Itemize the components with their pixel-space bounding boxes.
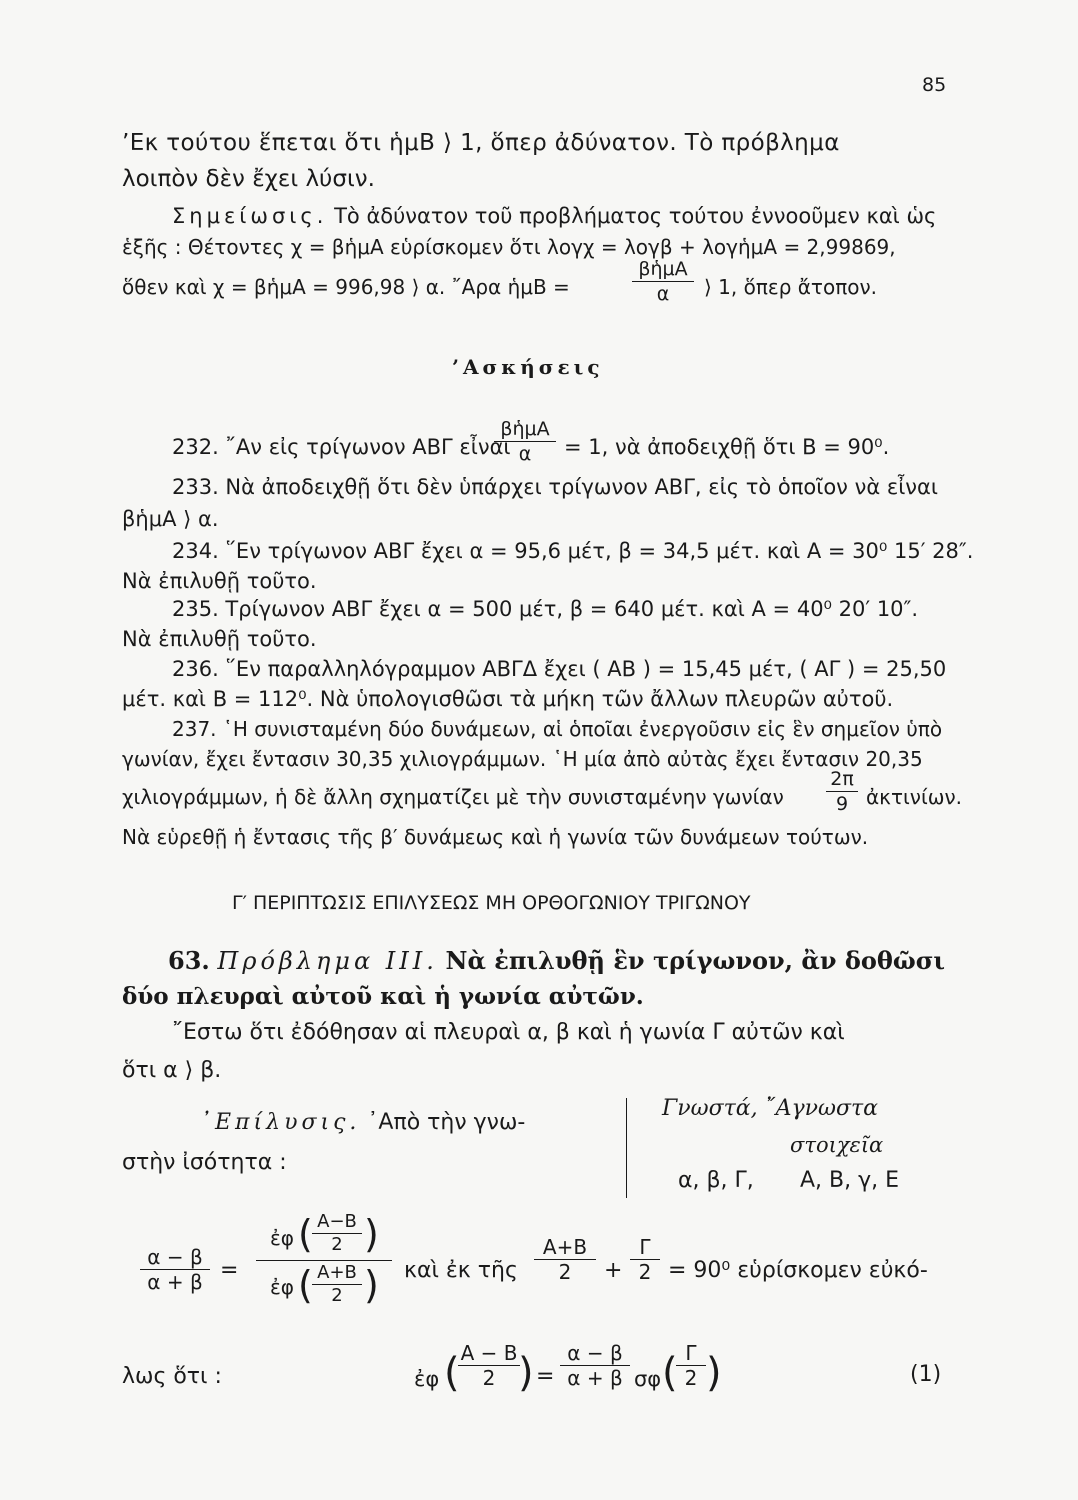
paragraph-line: ἑξῆς : Θέτοντες χ = βἡμΑ εὑρίσκομεν ὅτι λογχ = λογβ + λογἡμΑ = 2,99869, <box>122 235 896 259</box>
fraction <box>560 1342 630 1389</box>
note-paragraph <box>172 203 936 229</box>
exercise-234: 234. ῞Εν τρίγωνον ΑΒΓ ἔχει α = 95,6 μέτ, β = 34,5 μέτ. καὶ Α = 30⁰ 15′ 28″. <box>172 539 974 563</box>
exercise-232-end: = 1, νὰ ἀποδειχθῇ ὅτι Β = 90⁰. <box>564 435 890 459</box>
known-elements: α, β, Γ, <box>678 1168 754 1193</box>
tangent-label: ἐφ <box>270 1226 295 1250</box>
exercises-heading: ’Ασκήσεις <box>452 355 604 379</box>
paragraph-line: ῎Εστω ὅτι ἐδόθησαν αἱ πλευραὶ α, β καὶ ἡ γωνία Γ αὐτῶν καὶ <box>172 1020 845 1045</box>
equation-prefix: λως ὅτι : <box>122 1364 222 1389</box>
fraction <box>494 418 556 465</box>
paragraph-line: λοιπὸν δὲν ἔχει λύσιν. <box>122 166 375 192</box>
table-header: στοιχεῖα <box>790 1133 884 1157</box>
fraction-numerator: α − β <box>567 1341 623 1365</box>
equals-sign: = <box>536 1364 555 1389</box>
exercise-237-cont: ἀκτινίων. <box>866 785 962 809</box>
fraction-numerator: 2π <box>830 768 854 790</box>
compound-fraction <box>256 1212 392 1309</box>
problem-label: Πρόβλημα ΙΙΙ. <box>217 947 438 975</box>
fraction <box>312 1212 362 1255</box>
fraction-denominator: 2 <box>482 1366 496 1390</box>
fraction-denominator: 2 <box>638 1260 652 1284</box>
parenthesis: ) <box>706 1350 722 1396</box>
fraction <box>632 258 694 305</box>
note-label: Σημείωσις. <box>172 204 328 228</box>
fraction-denominator: α <box>518 443 532 465</box>
solution-text: ᾿Απὸ τὴν γνω- <box>367 1110 526 1135</box>
parenthesis: ( <box>662 1350 678 1396</box>
solution-intro <box>200 1110 525 1136</box>
exercise-233: 233. Νὰ ἀποδειχθῇ ὅτι δὲν ὑπάρχει τρίγωνον ΑΒΓ, εἰς τὸ ὁποῖον νὰ εἶναι <box>172 475 938 499</box>
fraction-denominator: 2 <box>331 1285 343 1306</box>
paragraph-line: ⟩ 1, ὅπερ ἄτοπον. <box>704 275 878 299</box>
exercise-234-cont: Νὰ ἐπιλυθῇ τοῦτο. <box>122 569 317 593</box>
fraction <box>534 1236 596 1283</box>
exercise-237-cont: χιλιογράμμων, ἡ δὲ ἄλλη σχηματίζει μὲ τὴν συνισταμένην γωνίαν <box>122 785 784 809</box>
tangent-label: ἐφ <box>270 1275 295 1299</box>
solution-text-cont: στὴν ἰσότητα : <box>122 1150 287 1175</box>
paragraph-line: ὅτι α ⟩ β. <box>122 1058 222 1083</box>
tangent-label: ἐφ <box>414 1367 440 1391</box>
fraction <box>676 1342 706 1389</box>
equals-sign: = <box>220 1258 239 1283</box>
problem-title <box>168 948 945 974</box>
parenthesis: ( <box>444 1350 460 1396</box>
table-divider <box>626 1098 627 1198</box>
fraction-denominator: α + β <box>567 1366 623 1390</box>
equation-text: = 90⁰ εὑρίσκομεν εὐκό- <box>668 1258 928 1283</box>
equation-label: (1) <box>910 1362 942 1387</box>
table-header: Γνωστά, ῎Αγνωστα <box>662 1096 879 1121</box>
cotangent-label: σφ <box>634 1367 662 1391</box>
unknown-elements: Α, Β, γ, Ε <box>800 1168 900 1193</box>
fraction <box>826 768 858 815</box>
fraction-denominator: α + β <box>147 1270 203 1294</box>
solution-label: ᾿Επίλυσις. <box>200 1110 361 1135</box>
compound-denominator: ἐφ ( Α+Β 2 ) <box>270 1262 379 1307</box>
fraction-numerator: Α+Β <box>542 1235 588 1259</box>
fraction <box>458 1342 520 1389</box>
fraction-denominator: 2 <box>331 1234 343 1255</box>
note-text: Τὸ ἀδύνατον τοῦ προβλήματος τούτου ἐννοοῦμεν καὶ ὡς <box>334 204 937 228</box>
plus-sign: + <box>604 1258 623 1283</box>
exercise-233-cont: βἡμΑ ⟩ α. <box>122 507 219 531</box>
exercise-232: 232. ῎Αν εἰς τρίγωνον ΑΒΓ εἶναι <box>172 435 511 459</box>
fraction-numerator: Γ <box>639 1235 651 1259</box>
fraction-denominator: α <box>656 283 670 305</box>
page-number: 85 <box>922 74 947 96</box>
exercise-235: 235. Τρίγωνον ΑΒΓ ἔχει α = 500 μέτ, β = 640 μέτ. καὶ Α = 40⁰ 20′ 10″. <box>172 597 919 621</box>
problem-statement-cont: δύο πλευραὶ αὐτοῦ καὶ ἡ γωνία αὐτῶν. <box>122 983 644 1010</box>
exercise-235-cont: Νὰ ἐπιλυθῇ τοῦτο. <box>122 627 317 651</box>
problem-statement: Νὰ ἐπιλυθῇ ἓν τρίγωνον, ἂν δοθῶσι <box>445 946 946 975</box>
fraction-denominator: 2 <box>684 1366 698 1390</box>
fraction <box>140 1246 210 1293</box>
fraction-numerator: Α+Β <box>317 1262 357 1283</box>
compound-numerator: ἐφ ( Α−Β 2 ) <box>270 1211 379 1256</box>
fraction <box>312 1263 362 1306</box>
fraction-numerator: βἡμΑ <box>500 418 550 440</box>
fraction-denominator: 2 <box>558 1260 572 1284</box>
fraction-numerator: α − β <box>147 1245 203 1269</box>
paragraph-line: ’Εκ τούτου ἕπεται ὅτι ἡμΒ ⟩ 1, ὅπερ ἀδύνατον. Τὸ πρόβλημα <box>122 130 840 156</box>
fraction <box>630 1236 660 1283</box>
fraction-numerator: Γ <box>685 1341 697 1365</box>
section-heading: Γ′ ΠΕΡΙΠΤΩΣΙΣ ΕΠΙΛΥΣΕΩΣ ΜΗ ΟΡΘΟΓΩΝΙΟΥ ΤΡΙΓΩΝΟΥ <box>232 892 751 914</box>
exercise-237-cont: γωνίαν, ἔχει ἔντασιν 30,35 χιλιογράμμων. ῾Η μία ἀπὸ αὐτὰς ἔχει ἔντασιν 20,35 <box>122 747 923 771</box>
exercise-236: 236. ῞Εν παραλληλόγραμμον ΑΒΓΔ ἔχει ( ΑΒ ) = 15,45 μέτ, ( ΑΓ ) = 25,50 <box>172 657 947 681</box>
parenthesis: ) <box>518 1350 534 1396</box>
fraction-numerator: Α − Β <box>460 1341 518 1365</box>
exercise-237-cont: Νὰ εὑρεθῇ ἡ ἔντασις τῆς β′ δυνάμεως καὶ ἡ γωνία τῶν δυνάμεων τούτων. <box>122 825 869 849</box>
fraction-denominator: 9 <box>835 793 849 815</box>
exercise-236-cont: μέτ. καὶ Β = 112⁰. Νὰ ὑπολογισθῶσι τὰ μήκη τῶν ἄλλων πλευρῶν αὐτοῦ. <box>122 687 894 711</box>
problem-number: 63. <box>168 946 210 975</box>
fraction-numerator: Α−Β <box>317 1211 357 1232</box>
exercise-237: 237. ῾Η συνισταμένη δύο δυνάμεων, αἱ ὁποῖαι ἐνεργοῦσιν εἰς ἓν σημεῖον ὑπὸ <box>172 717 943 741</box>
fraction-numerator: βἡμΑ <box>638 258 688 280</box>
paragraph-line: ὅθεν καὶ χ = βἡμΑ = 996,98 ⟩ α. ῎Αρα ἡμΒ = <box>122 275 570 299</box>
equation-text: καὶ ἐκ τῆς <box>404 1258 518 1283</box>
